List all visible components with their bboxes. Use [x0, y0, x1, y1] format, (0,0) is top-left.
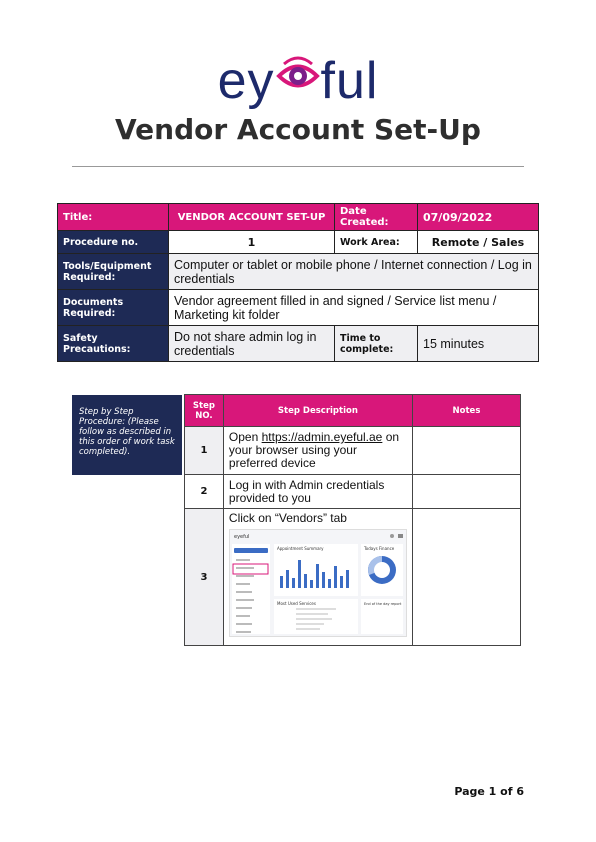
safety-label: Safety Precautions:	[58, 326, 169, 362]
work-area-label: Work Area:	[335, 231, 418, 254]
page-title: Vendor Account Set-Up	[115, 113, 481, 146]
step-description	[223, 509, 412, 646]
screenshot-panel-finance: Todays Finance	[363, 546, 395, 551]
table-row	[185, 475, 521, 509]
eyeful-logo	[0, 50, 596, 112]
step-procedure-note: Step by Step Procedure: (Please follow as described in this order of work task completed).	[72, 395, 182, 475]
logo-text-left: ey	[217, 52, 275, 110]
documents-label-line1: Documents	[63, 296, 124, 308]
screenshot-panel-report: End of the day report	[363, 602, 402, 606]
screenshot-panel-services: Most Used Services	[276, 601, 316, 606]
page-number: Page 1 of 6	[454, 785, 524, 798]
notes-header: Notes	[412, 395, 520, 427]
procedure-value: 1	[169, 231, 335, 254]
title-value: VENDOR ACCOUNT SET-UP	[169, 204, 335, 231]
date-label: Date Created:	[335, 204, 418, 231]
admin-url-link[interactable]: https://admin.eyeful.ae	[261, 430, 383, 444]
procedure-info-table	[57, 203, 539, 362]
table-row	[185, 427, 521, 475]
time-label-line1: Time to	[340, 332, 381, 344]
step-text-post: on your browser using your preferred device	[228, 430, 400, 470]
step-notes	[412, 427, 520, 475]
time-label-line2: complete:	[340, 343, 394, 355]
step-description-header: Step Description	[223, 395, 412, 427]
time-label	[335, 326, 418, 362]
step-no-header	[185, 395, 224, 427]
step-notes	[412, 475, 520, 509]
step-text-pre: Open	[228, 430, 262, 444]
divider	[72, 166, 524, 167]
title-label: Title:	[58, 204, 169, 231]
screenshot-brand: eyeful	[233, 534, 250, 540]
screenshot-panel-appointments: Appointment Summary	[276, 546, 324, 551]
eye-logo-icon	[276, 51, 320, 111]
safety-value: Do not share admin log in credentials	[169, 326, 335, 362]
step-text: Click on “Vendors” tab	[228, 511, 347, 525]
step-notes	[412, 509, 520, 646]
tools-label	[58, 254, 169, 290]
step-number: 3	[185, 509, 224, 646]
step-number: 1	[185, 427, 224, 475]
steps-table	[184, 394, 521, 646]
step-description	[223, 427, 412, 475]
step-no-header-line1: Step	[192, 400, 215, 411]
logo-text-right: ful	[320, 52, 379, 110]
date-value: 07/09/2022	[418, 204, 539, 231]
table-row	[185, 509, 521, 646]
documents-label	[58, 290, 169, 326]
work-area-value: Remote / Sales	[418, 231, 539, 254]
step-description: Log in with Admin credentials provided to you	[223, 475, 412, 509]
step-number: 2	[185, 475, 224, 509]
documents-value: Vendor agreement filled in and signed / Service list menu / Marketing kit folder	[169, 290, 539, 326]
tools-label-line2: Required:	[63, 271, 116, 283]
dashboard-screenshot	[229, 529, 407, 637]
procedure-label: Procedure no.	[58, 231, 169, 254]
step-no-header-line2: NO.	[195, 410, 213, 421]
documents-label-line2: Required:	[63, 307, 116, 319]
tools-label-line1: Tools/Equipment	[63, 260, 152, 272]
tools-value: Computer or tablet or mobile phone / Internet connection / Log in credentials	[169, 254, 539, 290]
time-value: 15 minutes	[418, 326, 539, 362]
